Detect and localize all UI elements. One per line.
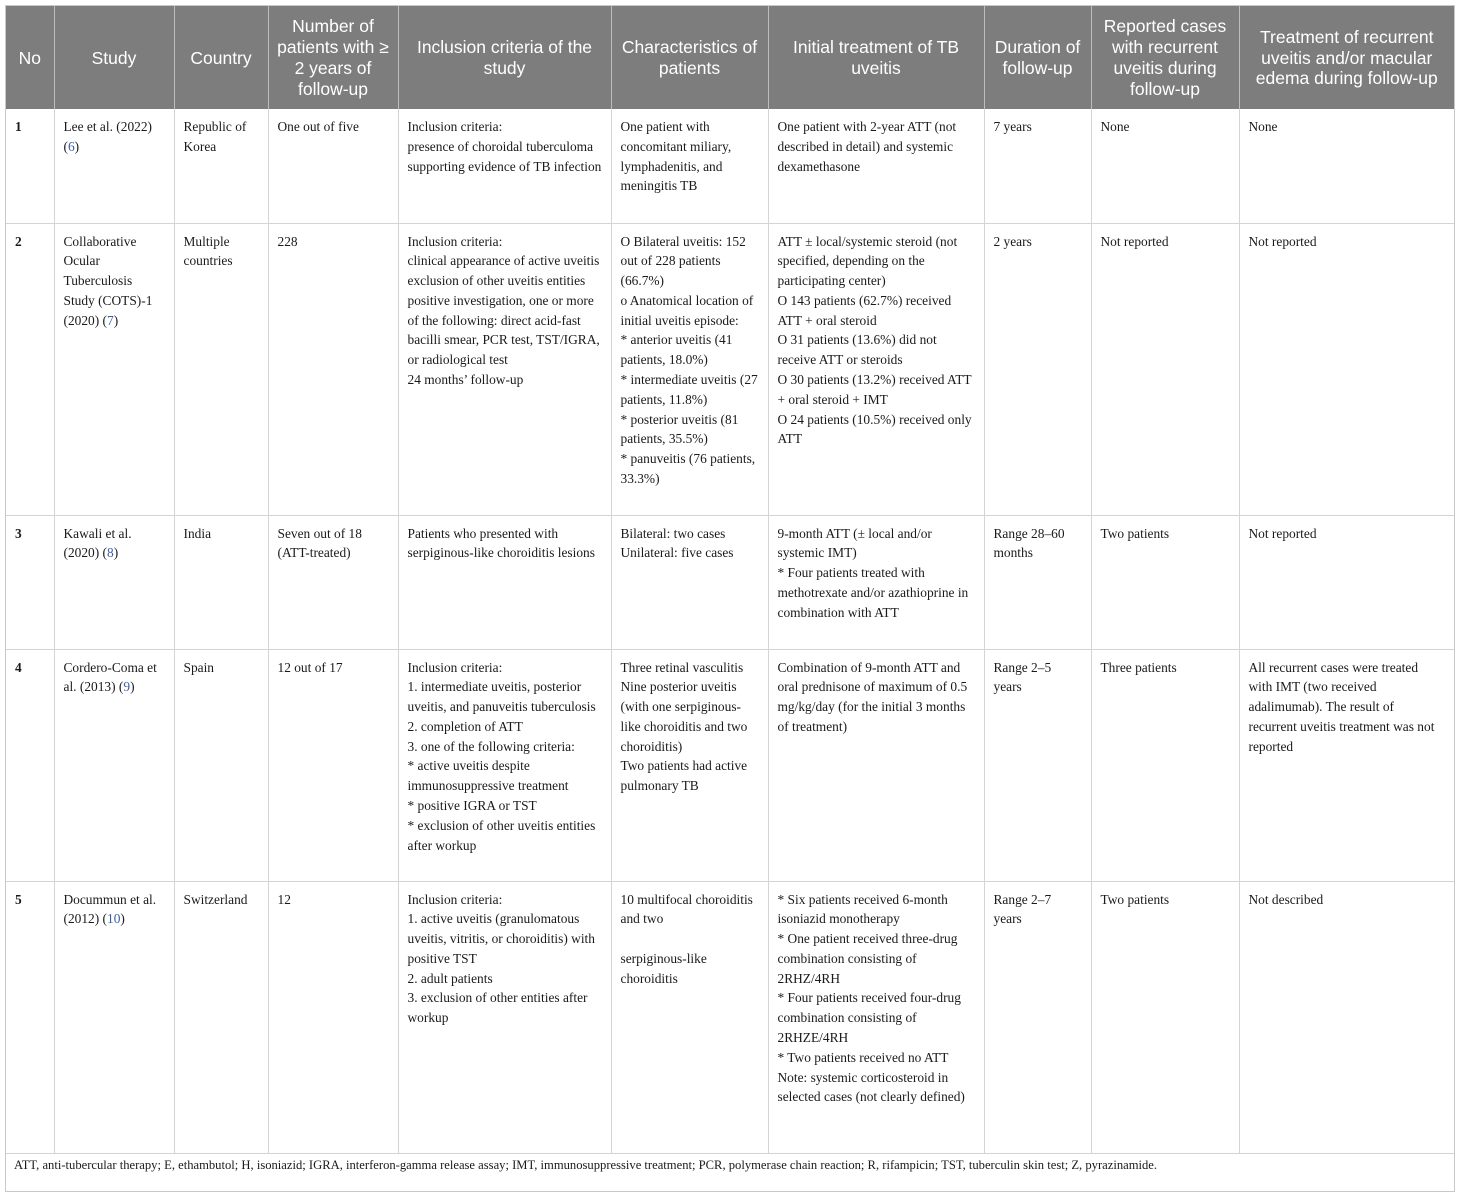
treatment-line: One patient with 2-year ATT (not described in detail) and systemic dexamethasone (777, 119, 957, 174)
header-recurrent: Reported cases with recurrent uveitis during follow-up (1091, 6, 1239, 109)
cell-no: 2 (6, 223, 54, 515)
cell-treatment (768, 223, 984, 515)
cell-study (54, 649, 174, 881)
cell-characteristics (611, 649, 768, 881)
reference-link[interactable]: 7 (107, 312, 114, 328)
header-country: Country (174, 6, 268, 109)
inclusion-line: positive investigation, one or more of the following: direct acid-fast bacilli smear, PCR test, TST/IGRA, or radiological test (407, 292, 600, 368)
characteristics-line: Bilateral: two cases (620, 525, 726, 541)
study-close: ) (130, 679, 135, 695)
study-text: Collaborative Ocular Tuberculosis Study (COTS)-1 (2020) ( (63, 233, 153, 328)
cell-patients: 12 out of 17 (268, 649, 398, 881)
inclusion-line: 1. active uveitis (granulomatous uveitis, vitritis, or choroiditis) with positive TST (407, 911, 595, 966)
table-row (6, 223, 1454, 515)
cell-country: Republic of Korea (174, 109, 268, 223)
cell-study (54, 515, 174, 649)
cell-duration: 2 years (984, 223, 1091, 515)
cell-recurrent-treatment: Not reported (1239, 515, 1454, 649)
cell-duration: Range 2–5 years (984, 649, 1091, 881)
treatment-line: * One patient received three-drug combination consisting of 2RHZ/4RH (777, 931, 958, 986)
cell-recurrent: Two patients (1091, 881, 1239, 1153)
treatment-line: * Two patients received no ATT (777, 1049, 949, 1065)
cell-inclusion (398, 223, 611, 515)
cell-patients: 228 (268, 223, 398, 515)
header-row (6, 6, 1454, 109)
characteristics-line: One patient with concomitant miliary, lymphadenitis, and meningitis TB (620, 119, 732, 194)
cell-inclusion (398, 649, 611, 881)
cell-study (54, 109, 174, 223)
cell-country: Multiple countries (174, 223, 268, 515)
cell-patients: 12 (268, 881, 398, 1153)
cell-duration: Range 28–60 months (984, 515, 1091, 649)
study-table (6, 6, 1454, 1154)
header-characteristics: Characteristics of patients (611, 6, 768, 109)
inclusion-line: * positive IGRA or TST (407, 798, 537, 814)
treatment-line: O 143 patients (62.7%) received ATT + oral steroid (777, 292, 952, 328)
study-text: Docummun et al. (2012) ( (63, 891, 157, 927)
table-row (6, 881, 1454, 1153)
cell-country: Spain (174, 649, 268, 881)
cell-characteristics (611, 223, 768, 515)
characteristics-line: 10 multifocal choroiditis and two (620, 891, 753, 927)
cell-inclusion (398, 515, 611, 649)
treatment-line: Combination of 9-month ATT and oral prednisone of maximum of 0.5 mg/kg/day (for the initial 3 months of treatment) (777, 659, 968, 734)
inclusion-line: 3. exclusion of other entities after workup (407, 990, 588, 1026)
inclusion-line: * active uveitis despite immunosuppressive treatment (407, 758, 569, 794)
inclusion-line: 2. completion of ATT (407, 718, 523, 734)
treatment-line: Note: systemic corticosteroid in selected cases (not clearly defined) (777, 1069, 965, 1105)
cell-no: 1 (6, 109, 54, 223)
characteristics-line: * panuveitis (76 patients, 33.3%) (620, 451, 756, 487)
characteristics-line: * intermediate uveitis (27 patients, 11.8%) (620, 372, 758, 407)
cell-duration: Range 2–7 years (984, 881, 1091, 1153)
characteristics-line: * anterior uveitis (41 patients, 18.0%) (620, 332, 733, 368)
cell-no: 3 (6, 515, 54, 649)
inclusion-line: Patients who presented with serpiginous-like choroiditis lesions (407, 525, 595, 561)
inclusion-line: Inclusion criteria: (407, 233, 503, 249)
reference-link[interactable]: 9 (123, 679, 131, 695)
characteristics-line: Two patients had active pulmonary TB (620, 758, 748, 794)
reference-link[interactable]: 6 (67, 138, 75, 154)
table-row (6, 109, 1454, 223)
inclusion-line: presence of choroidal tuberculoma (407, 138, 594, 154)
cell-recurrent-treatment: None (1239, 109, 1454, 223)
cell-duration: 7 years (984, 109, 1091, 223)
treatment-line: * Four patients received four-drug combination consisting of 2RHZE/4RH (777, 990, 961, 1046)
cell-treatment (768, 109, 984, 223)
treatment-line: O 30 patients (13.2%) received ATT + oral steroid + IMT (777, 372, 972, 407)
treatment-line: ATT ± local/systemic steroid (not specified, depending on the participating center) (777, 233, 958, 289)
inclusion-line: 1. intermediate uveitis, posterior uveitis, and panuveitis tuberculosis (407, 679, 596, 715)
cell-inclusion (398, 109, 611, 223)
inclusion-line: 3. one of the following criteria: (407, 738, 575, 754)
cell-characteristics (611, 515, 768, 649)
cell-recurrent: Two patients (1091, 515, 1239, 649)
inclusion-line: exclusion of other uveitis entities (407, 273, 586, 289)
study-text: Lee et al. (2022) ( (63, 119, 152, 154)
study-close: ) (120, 911, 125, 927)
characteristics-line: Nine posterior uveitis (with one serpiginous-like choroiditis and two choroiditis) (620, 679, 748, 754)
study-close: ) (113, 312, 119, 328)
inclusion-line: Inclusion criteria: (407, 659, 503, 675)
study-close: ) (74, 138, 80, 154)
header-recurrent-treatment: Treatment of recurrent uveitis and/or macular edema during follow-up (1239, 6, 1454, 109)
inclusion-line: supporting evidence of TB infection (407, 158, 602, 174)
header-patients: Number of patients with ≥ 2 years of follow-up (268, 6, 398, 109)
cell-patients: Seven out of 18 (ATT-treated) (268, 515, 398, 649)
inclusion-line: clinical appearance of active uveitis (407, 253, 600, 269)
table-row (6, 649, 1454, 881)
cell-characteristics (611, 109, 768, 223)
inclusion-line: Inclusion criteria: (407, 891, 503, 907)
characteristics-line: * posterior uveitis (81 patients, 35.5%) (620, 411, 739, 447)
treatment-line: * Six patients received 6-month isoniazid monotherapy (777, 891, 948, 927)
header-no: No (6, 6, 54, 109)
reference-link[interactable]: 8 (107, 545, 114, 561)
header-study: Study (54, 6, 174, 109)
cell-study (54, 881, 174, 1153)
treatment-line: O 31 patients (13.6%) did not receive ATT or steroids (777, 332, 937, 368)
table-row (6, 515, 1454, 649)
cell-characteristics (611, 881, 768, 1153)
cell-no: 4 (6, 649, 54, 881)
table-footnote: ATT, anti-tubercular therapy; E, ethambutol; H, isoniazid; IGRA, interferon-gamma release assay; IMT, immunosuppressive treatment; PCR, polymerase chain reaction; R, rifampicin; TST, tuberculin skin test; Z, pyrazinamide. (14, 1157, 1158, 1172)
cell-treatment (768, 649, 984, 881)
cell-recurrent-treatment: Not described (1239, 881, 1454, 1153)
cell-recurrent: None (1091, 109, 1239, 223)
header-inclusion: Inclusion criteria of the study (398, 6, 611, 109)
cell-recurrent-treatment: Not reported (1239, 223, 1454, 515)
inclusion-line: 24 months’ follow-up (407, 372, 524, 388)
cell-recurrent: Three patients (1091, 649, 1239, 881)
header-treatment: Initial treatment of TB uveitis (768, 6, 984, 109)
cell-no: 5 (6, 881, 54, 1153)
characteristics-line: O Bilateral uveitis: 152 out of 228 patients (66.7%) (620, 233, 746, 289)
characteristics-line: serpiginous-like choroiditis (620, 950, 707, 986)
characteristics-line: Three retinal vasculitis (620, 659, 744, 675)
reference-link[interactable]: 10 (107, 911, 121, 927)
study-text: Cordero-Coma et al. (2013) ( (63, 659, 157, 695)
treatment-line: 9-month ATT (± local and/or systemic IMT) (777, 525, 932, 561)
cell-country: Switzerland (174, 881, 268, 1153)
characteristics-line (621, 929, 759, 949)
cell-inclusion (398, 881, 611, 1153)
cell-patients: One out of five (268, 109, 398, 223)
inclusion-line: * exclusion of other uveitis entities after workup (407, 817, 596, 853)
treatment-line: O 24 patients (10.5%) received only ATT (777, 411, 972, 447)
inclusion-line: Inclusion criteria: (407, 119, 503, 134)
characteristics-line: o Anatomical location of initial uveitis episode: (620, 292, 754, 328)
characteristics-line: Unilateral: five cases (620, 545, 734, 561)
cell-treatment (768, 515, 984, 649)
cell-recurrent: Not reported (1091, 223, 1239, 515)
inclusion-line: 2. adult patients (407, 970, 493, 986)
header-duration: Duration of follow-up (984, 6, 1091, 109)
cell-treatment (768, 881, 984, 1153)
cell-recurrent-treatment: All recurrent cases were treated with IMT (two received adalimumab). The result of recurrent uveitis treatment was not reported (1239, 649, 1454, 881)
study-text: Kawali et al. (2020) ( (63, 525, 132, 561)
treatment-line: * Four patients treated with methotrexate and/or azathioprine in combination with ATT (777, 565, 969, 620)
study-close: ) (113, 545, 119, 561)
table-frame (5, 5, 1455, 1192)
cell-study (54, 223, 174, 515)
cell-country: India (174, 515, 268, 649)
